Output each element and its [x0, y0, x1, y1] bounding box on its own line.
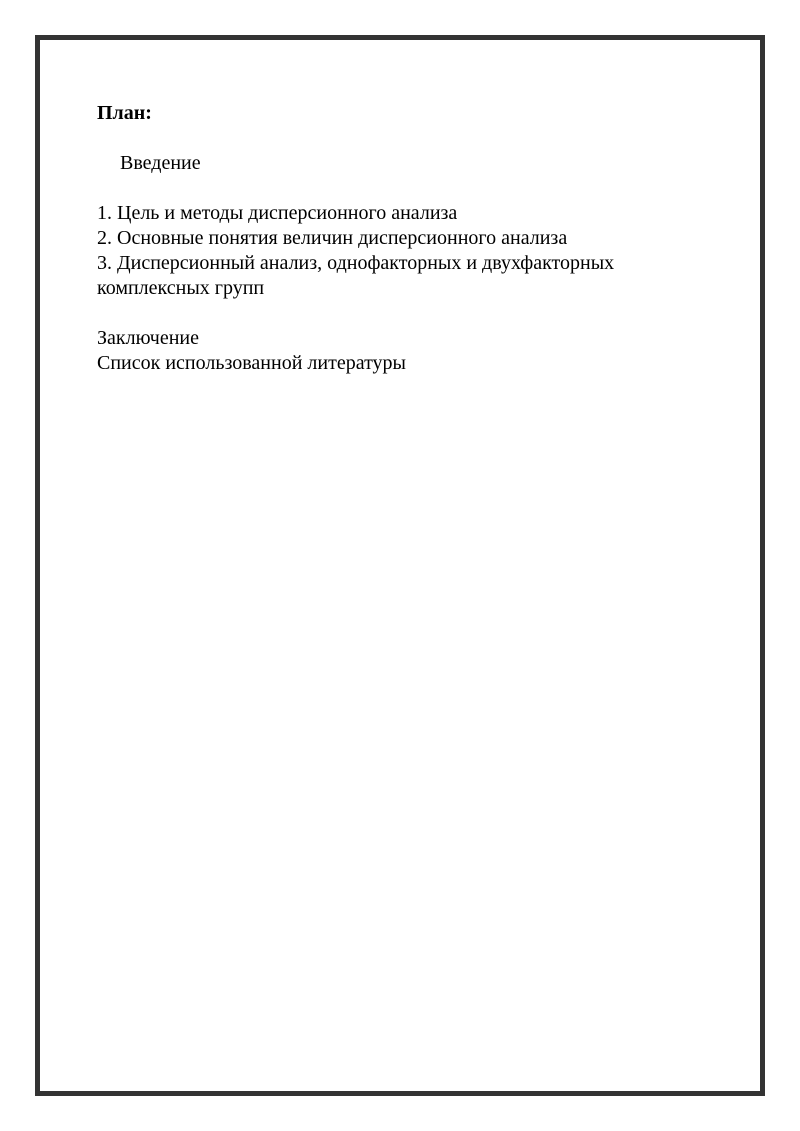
plan-item-1: 1. Цель и методы дисперсионного анализа — [97, 202, 458, 224]
spacer — [97, 176, 717, 201]
plan-heading: План: — [97, 102, 152, 124]
plan-references: Список использованной литературы — [97, 352, 406, 374]
plan-conclusion: Заключение — [97, 327, 199, 349]
page-frame — [35, 35, 765, 1096]
plan-item-3: 3. Дисперсионный анализ, однофакторных и двухфакторных комплексных групп — [97, 252, 615, 299]
plan-item-2: 2. Основные понятия величин дисперсионного анализа — [97, 227, 568, 249]
plan-intro: Введение — [120, 152, 201, 174]
plan-content — [97, 101, 717, 376]
spacer — [97, 126, 717, 151]
spacer — [97, 301, 717, 326]
